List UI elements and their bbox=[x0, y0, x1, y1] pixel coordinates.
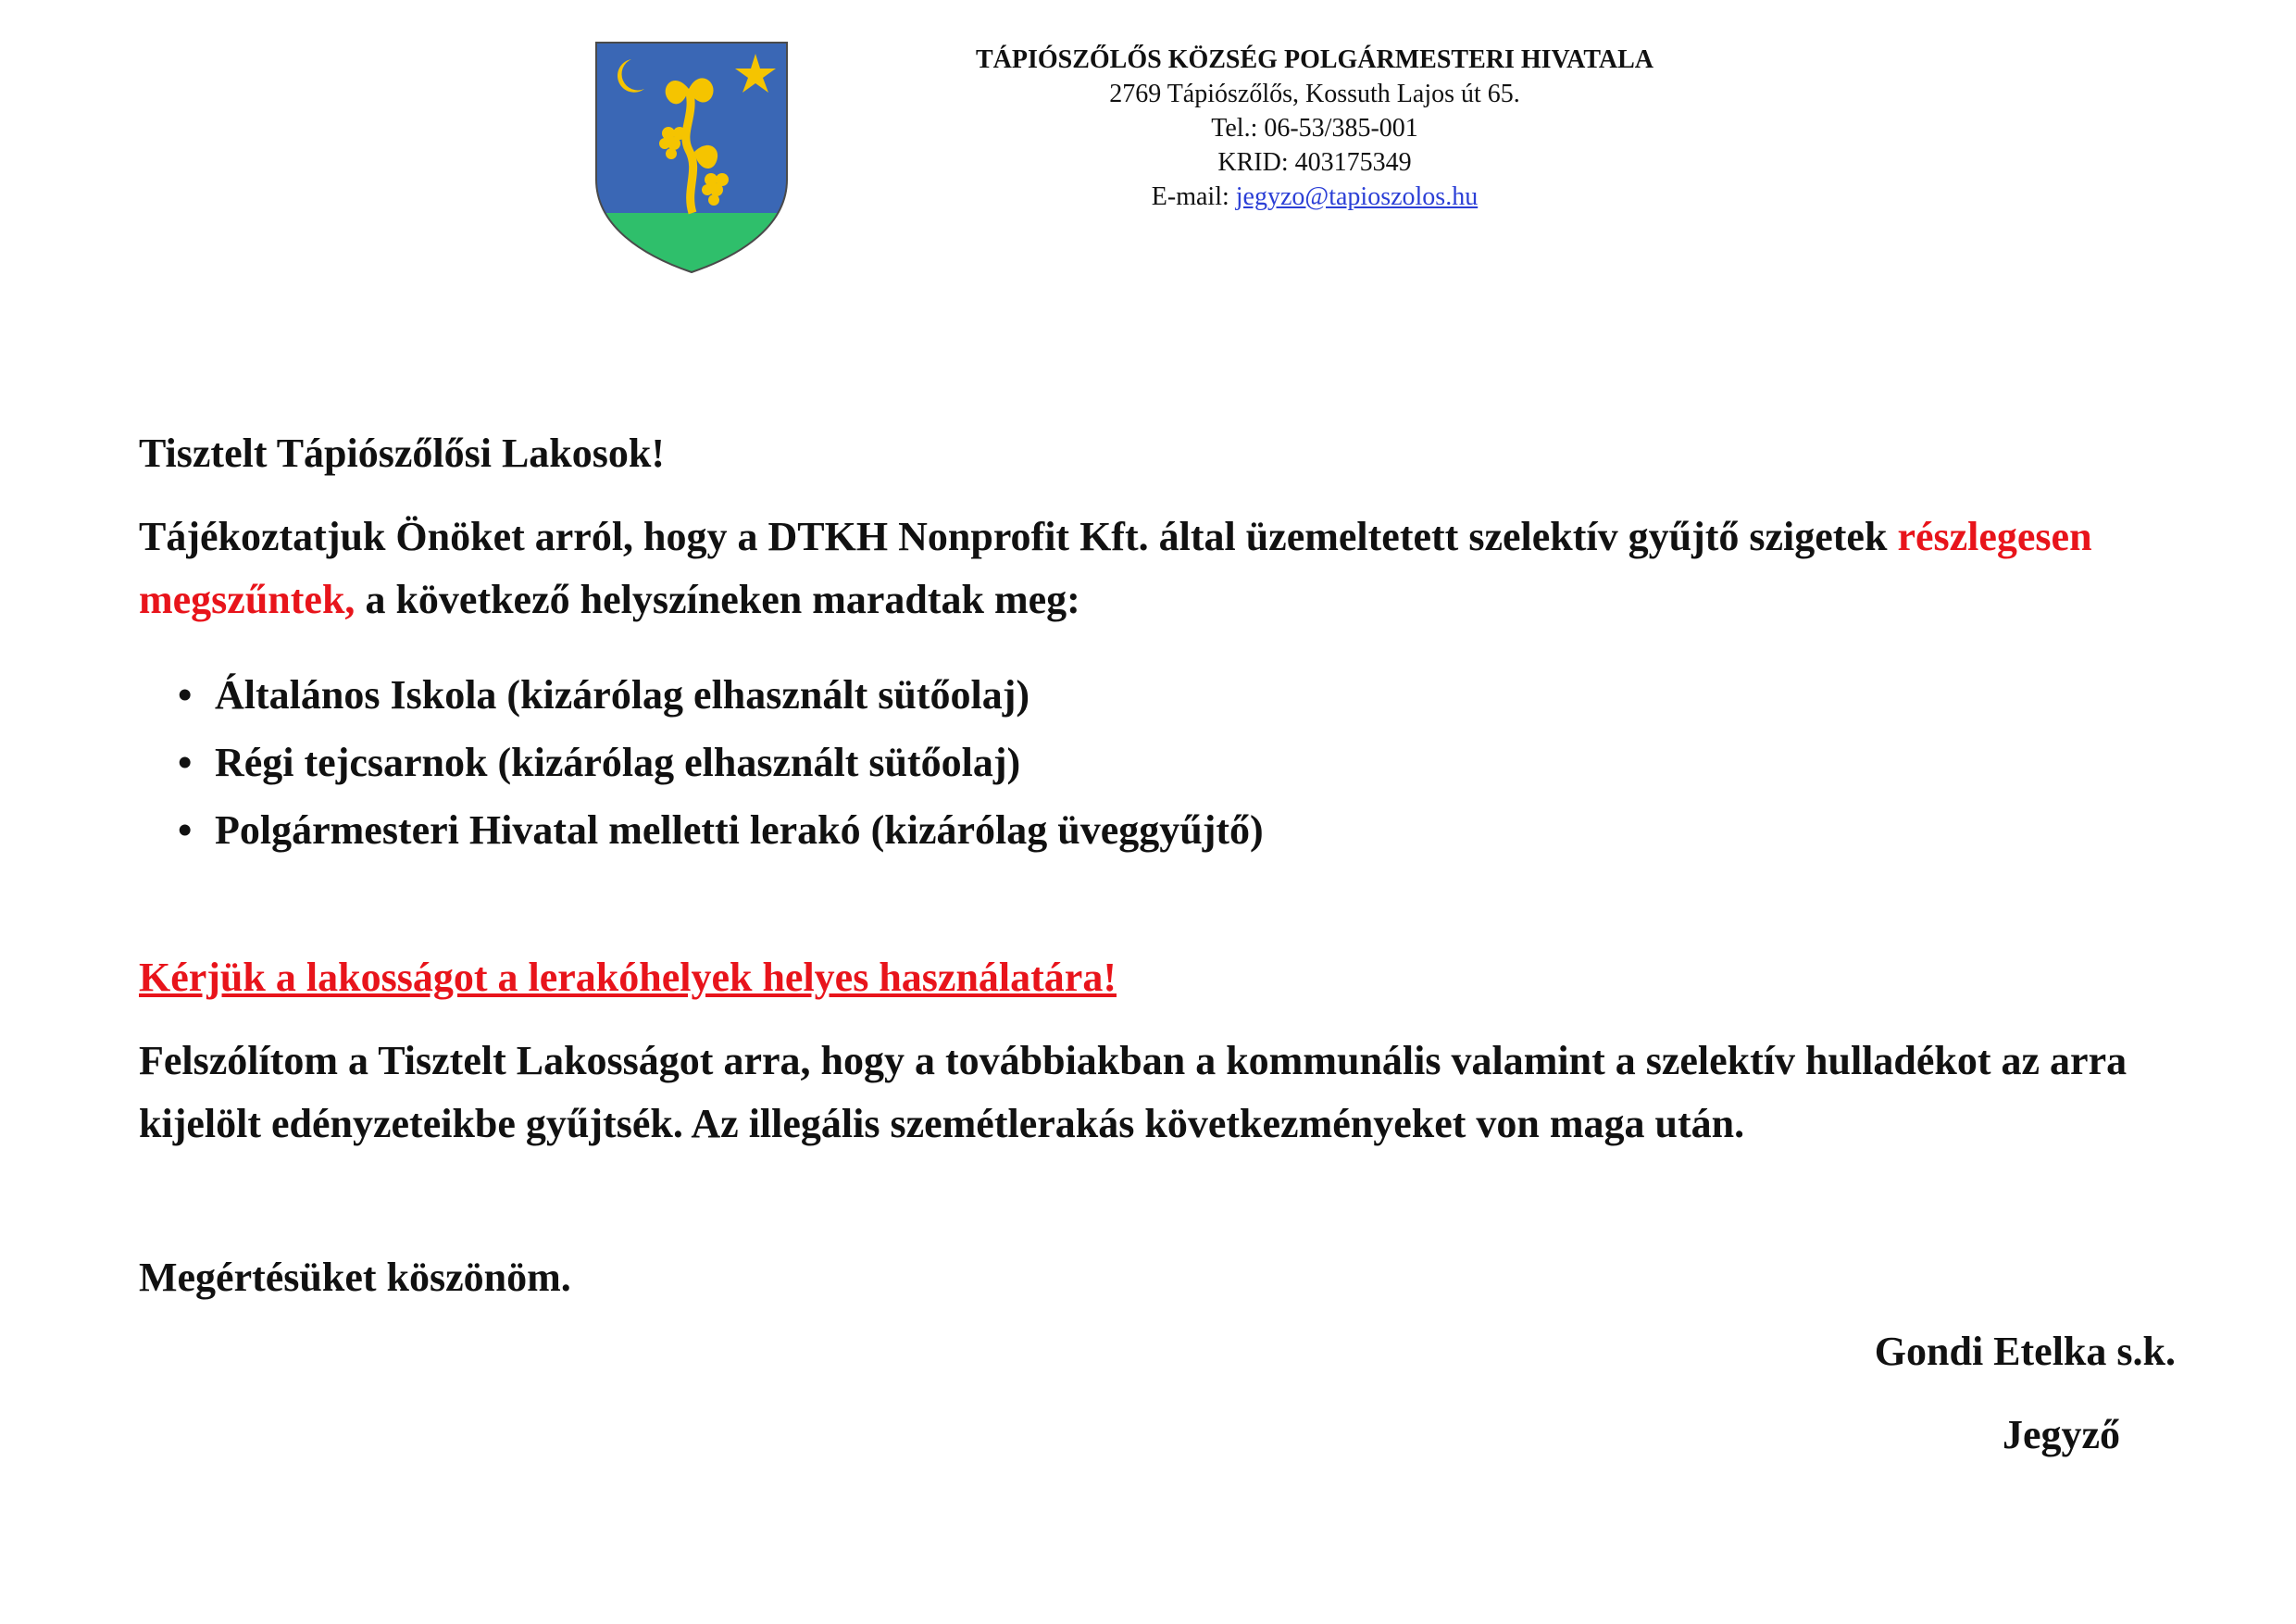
intro-highlight: részlegesen megszűntek, bbox=[139, 514, 2092, 622]
office-address: 2769 Tápiószőlős, Kossuth Lajos út 65. bbox=[1109, 80, 1520, 108]
greeting: Tisztelt Tápiószőlősi Lakosok! bbox=[139, 431, 666, 476]
bullet-icon: • bbox=[178, 740, 193, 785]
bullet-icon: • bbox=[178, 807, 193, 853]
office-email-line bbox=[759, 180, 1870, 214]
intro-paragraph bbox=[139, 506, 2194, 631]
warning-heading: Kérjük a lakosságot a lerakóhelyek helyes használatára! bbox=[139, 955, 1117, 1000]
location-text: Régi tejcsarnok (kizárólag elhasznált sütőolaj) bbox=[215, 740, 1021, 785]
list-item bbox=[178, 661, 1264, 729]
list-item bbox=[178, 796, 1264, 864]
location-text: Polgármesteri Hivatal melletti lerakó (kizárólag üveggyűjtő) bbox=[215, 807, 1264, 853]
email-link[interactable]: jegyzo@tapioszolos.hu bbox=[1235, 182, 1479, 211]
signature-role: Jegyző bbox=[2002, 1412, 2120, 1457]
list-item bbox=[178, 729, 1264, 796]
office-name: TÁPIÓSZŐLŐS KÖZSÉG POLGÁRMESTERI HIVATALA bbox=[975, 45, 1654, 74]
location-text: Általános Iskola (kizárólag elhasznált sütőolaj) bbox=[215, 672, 1030, 718]
intro-text-end: a következő helyszíneken maradtak meg: bbox=[355, 577, 1080, 622]
letterhead bbox=[759, 43, 1870, 214]
office-phone: Tel.: 06-53/385-001 bbox=[1211, 114, 1418, 143]
email-label: E-mail: bbox=[1151, 182, 1236, 211]
intro-text-start: Tájékoztatjuk Önöket arról, hogy a DTKH Nonprofit Kft. által üzemeltetett szelektív gyűjtő szigetek bbox=[139, 514, 1898, 559]
thanks-line: Megértésüket köszönöm. bbox=[139, 1255, 571, 1300]
signature-name: Gondi Etelka s.k. bbox=[1874, 1329, 2176, 1374]
location-list bbox=[178, 661, 1264, 864]
office-krid: KRID: 403175349 bbox=[1217, 148, 1412, 177]
appeal-paragraph: Felszólítom a Tisztelt Lakosságot arra, hogy a továbbiakban a kommunális valamint a szelektív hulladékot az arra kijelölt edényzeteikbe gyűjtsék. Az illegális szemétlerakás következményeket von maga után. bbox=[139, 1038, 2128, 1146]
bullet-icon: • bbox=[178, 672, 193, 718]
